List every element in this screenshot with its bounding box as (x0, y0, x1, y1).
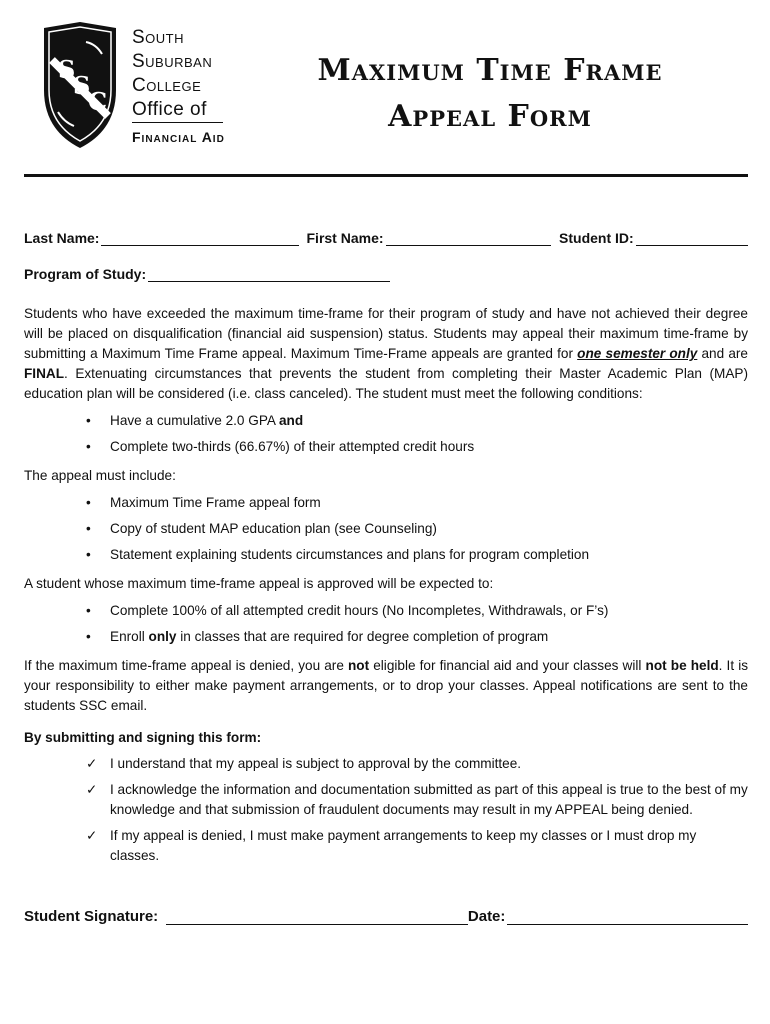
include-item-map: Copy of student MAP education plan (see Counseling) (110, 521, 437, 536)
expected-item-enroll-a: Enroll (110, 629, 149, 644)
student-id-label: Student ID: (559, 230, 634, 246)
form-body (24, 304, 748, 872)
logo-letter-s1: S (58, 55, 76, 84)
office-label: Office of (132, 98, 223, 123)
signature-field[interactable] (166, 910, 468, 925)
include-item-statement: Statement explaining students circumstances and plans for program completion (110, 547, 590, 562)
college-name (132, 26, 225, 149)
date-field[interactable] (507, 910, 748, 925)
submit-heading: By submitting and signing this form: (24, 730, 262, 745)
denied-text-c: eligible for financial aid and your classes will (369, 658, 646, 673)
final-emphasis: FINAL (24, 366, 65, 381)
date-label: Date: (467, 908, 506, 925)
condition-and: and (279, 413, 304, 428)
first-name-field[interactable] (386, 231, 552, 246)
conditions-list (86, 408, 748, 460)
condition-gpa: Have a cumulative 2.0 GPA (110, 413, 279, 428)
list-item (86, 826, 748, 866)
denied-not: not (347, 658, 370, 673)
program-label: Program of Study: (24, 266, 147, 282)
ack-payment: If my appeal is denied, I must make payment arrangements to keep my classes or I must drop my classes. (110, 828, 697, 863)
expected-item-complete: Complete 100% of all attempted credit hours (No Incompletes, Withdrawals, or F’s) (110, 603, 609, 618)
include-list (86, 490, 748, 568)
one-semester-only: one semester only (577, 346, 698, 361)
title-line-1: Maximum Time Frame (317, 53, 663, 88)
form-title (240, 48, 740, 140)
student-id-field[interactable] (636, 231, 748, 246)
page-header (40, 20, 740, 160)
intro-text-3: . Extenuating circumstances that prevents the student from completing their Master Academic Plan (MAP) education plan will be considered (i.e. class canceled). The student must meet the following conditions: (24, 366, 748, 401)
header-divider (24, 174, 748, 177)
denied-text-e: . It is your responsibility to either make payment arrangements, or to drop your classes. Appeal notifications are sent to the students SSC email. (24, 658, 749, 713)
ack-approval: I understand that my appeal is subject to approval by the committee. (110, 756, 522, 771)
list-item (86, 490, 748, 516)
acknowledgement-list (86, 754, 748, 866)
list-item (86, 542, 748, 568)
intro-text-2: and are (697, 346, 748, 361)
logo-letter-s2: S (73, 71, 91, 100)
list-item (86, 780, 748, 820)
expected-only: only (148, 629, 177, 644)
denied-text-a: If the maximum time-frame appeal is denied, you are (24, 658, 348, 673)
college-line-1: South (132, 27, 185, 48)
list-item (86, 516, 748, 542)
financial-aid-label: Financial Aid (132, 129, 225, 145)
expected-list (86, 598, 748, 650)
program-field[interactable] (148, 267, 390, 282)
ack-truthful: I acknowledge the information and documentation submitted as part of this appeal is true to the best of my knowledge and that submission of fraudulent documents may result in my APPEAL being denied. (110, 782, 748, 817)
first-name-label: First Name: (306, 230, 384, 246)
signature-row (24, 908, 748, 925)
last-name-label: Last Name: (24, 230, 100, 246)
logo-letter-c: C (88, 87, 108, 116)
college-line-2: Suburban (132, 51, 213, 72)
denied-paragraph (24, 656, 748, 716)
expected-heading: A student whose maximum time-frame appeal is approved will be expected to: (24, 576, 494, 591)
list-item (86, 624, 748, 650)
include-heading: The appeal must include: (24, 468, 176, 483)
list-item (86, 408, 748, 434)
college-line-3: College (132, 75, 202, 96)
title-line-2: Appeal Form (388, 99, 592, 134)
intro-paragraph (24, 304, 748, 404)
list-item (86, 754, 748, 774)
college-shield-logo (40, 20, 120, 150)
include-item-form: Maximum Time Frame appeal form (110, 495, 321, 510)
student-fields (24, 226, 748, 282)
denied-not-held: not be held (645, 658, 719, 673)
signature-label: Student Signature: (24, 908, 159, 925)
list-item (86, 598, 748, 624)
list-item (86, 434, 748, 460)
last-name-field[interactable] (101, 231, 298, 246)
intro-text-1: Students who have exceeded the maximum time-frame for their program of study and have not achieved their degree will be placed on disqualification (financial aid suspension) status. Students may appeal their maximum time-frame by submitting a Maximum Time Frame appeal. Maximum Time-Frame appeals are granted for (24, 306, 748, 361)
expected-item-enroll-b: in classes that are required for degree completion of program (176, 629, 549, 644)
condition-credits: Complete two-thirds (66.67%) of their attempted credit hours (110, 439, 475, 454)
